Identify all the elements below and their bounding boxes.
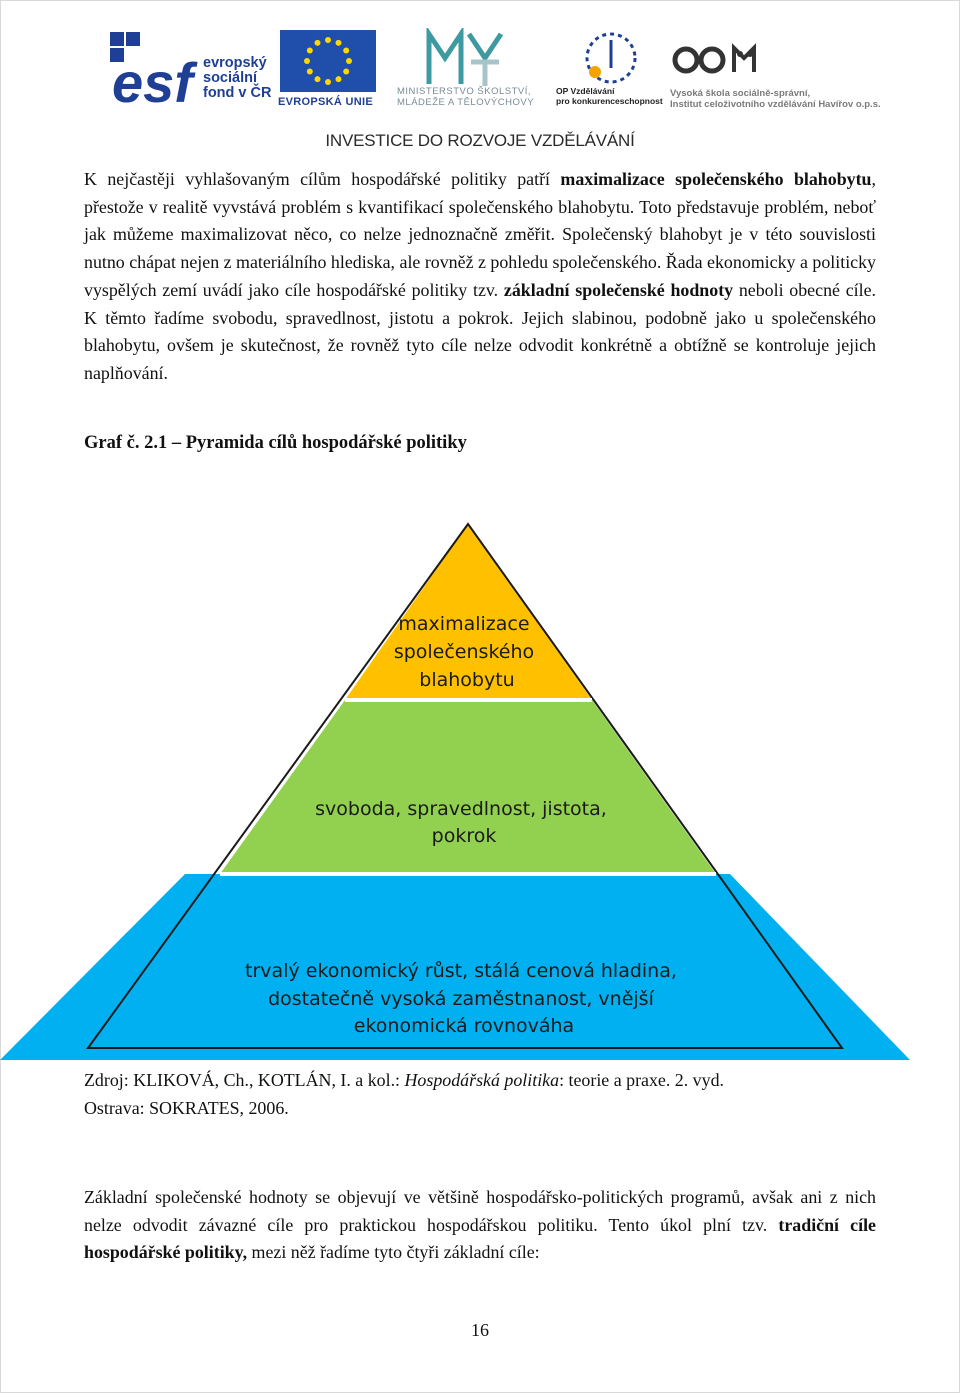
op-line-1: OP Vzdělávání bbox=[556, 86, 615, 96]
p2-bold-1: tradiční cíle hospodářské politiky, bbox=[84, 1214, 876, 1263]
source-line-2: Ostrava: SOKRATES, 2006. bbox=[84, 1098, 289, 1118]
source-suffix: : teorie a praxe. 2. vyd. bbox=[559, 1070, 724, 1090]
bottom-label-line-1: trvalý ekonomický růst, stálá cenová hladina, bbox=[245, 960, 677, 982]
vs-line-2: Institut celoživotního vzdělávání Havířov o.p.s. bbox=[670, 99, 881, 110]
p1-bold-1: maximalizace společenského blahobytu bbox=[560, 169, 872, 189]
top-label-line-3: blahobytu bbox=[419, 669, 515, 691]
op-vzdelavani-logo-icon bbox=[575, 28, 647, 88]
p1-text-1: K nejčastěji vyhlašovaným cílům hospodářské politiky patří bbox=[84, 169, 561, 189]
msmt-line-2: MLÁDEŽE A TĚLOVÝCHOVY bbox=[397, 97, 535, 108]
msmt-line-1: MINISTERSTVO ŠKOLSTVÍ, bbox=[397, 86, 531, 97]
eu-star-icon bbox=[325, 79, 331, 85]
op-line-2: pro konkurenceschopnost bbox=[556, 96, 663, 106]
esf-line-2: sociální bbox=[203, 70, 257, 86]
eu-star-icon bbox=[343, 48, 349, 54]
eu-star-icon bbox=[336, 76, 342, 82]
top-label-line-2: společenského bbox=[393, 641, 535, 663]
eu-star-icon bbox=[304, 58, 310, 64]
eu-star-icon bbox=[315, 76, 321, 82]
eu-star-icon bbox=[325, 37, 331, 43]
p1-text-2: , přestože v realitě vyvstává problém s kvantifikací společenského blahobytu. Toto představuje problém, neboť jak můžeme maximalizovat něco, co nelze jednoznačně změřit. Společenský blahobyt je v této souvislosti nutno chápat nejen z materiálního hlediska, ale rovněž z pohledu společenského. Řada ekonomicky a politicky vyspělých zemí uvádí jako cíle hospodářské politiky tzv. bbox=[84, 169, 876, 300]
eu-star-icon bbox=[343, 69, 349, 75]
vsss-logo-icon bbox=[672, 34, 770, 84]
eu-star-icon bbox=[307, 69, 313, 75]
bottom-label-line-3: ekonomická rovnováha bbox=[353, 1015, 575, 1037]
second-paragraph bbox=[84, 1184, 876, 1267]
goals-pyramid bbox=[0, 510, 960, 1060]
msmt-logo-text bbox=[397, 86, 557, 108]
esf-logo-icon bbox=[108, 30, 200, 106]
eu-star-icon bbox=[336, 40, 342, 46]
page-number: 16 bbox=[471, 1320, 489, 1340]
bottom-label-line-2: dostatečně vysoká zaměstnanost, vnější bbox=[268, 988, 654, 1010]
middle-label-line-1: svoboda, spravedlnost, jistota, bbox=[315, 798, 607, 820]
figure-caption: Graf č. 2.1 – Pyramida cílů hospodářské politiky bbox=[84, 433, 467, 453]
eu-star-icon bbox=[307, 48, 313, 54]
intro-paragraph bbox=[84, 166, 876, 388]
vsss-logo-text bbox=[670, 88, 910, 110]
eu-star-icon bbox=[346, 58, 352, 64]
esf-line-3: fond v ČR bbox=[203, 85, 272, 101]
p2-text-2: mezi něž řadíme tyto čtyři základní cíle: bbox=[247, 1242, 540, 1263]
p1-bold-2: základní společenské hodnoty bbox=[503, 279, 734, 300]
pyramid-level-middle bbox=[220, 700, 716, 874]
esf-line-1: evropský bbox=[203, 55, 267, 71]
p1-text-3: neboli obecné cíle. K těmto řadíme svobodu, spravedlnost, jistotu a pokrok. Jejich slabinou, podobně jako u společenského blahobytu, ovšem je skutečnost, že rovněž tyto cíle nelze odvodit konkrétně a obtížně se kontroluje jejich naplňování. bbox=[84, 279, 876, 383]
source-title: Hospodářská politika bbox=[404, 1070, 560, 1090]
esf-logo-text bbox=[203, 56, 283, 101]
msmt-logo-icon bbox=[425, 28, 505, 88]
eu-star-icon bbox=[315, 40, 321, 46]
vs-line-1: Vysoká škola sociálně-správní, bbox=[670, 88, 811, 99]
header-logos bbox=[0, 0, 960, 160]
figure-source bbox=[84, 1066, 876, 1122]
svg-text:esf: esf bbox=[112, 51, 193, 106]
middle-label-line-2: pokrok bbox=[431, 825, 497, 847]
top-label-line-1: maximalizace bbox=[398, 613, 530, 635]
op-logo-text bbox=[556, 86, 676, 106]
eu-flag-icon bbox=[280, 30, 376, 92]
eu-logo-text: EVROPSKÁ UNIE bbox=[278, 96, 373, 108]
header-slogan: INVESTICE DO ROZVOJE VZDĚLÁVÁNÍ bbox=[325, 131, 635, 150]
source-prefix: Zdroj: KLIKOVÁ, Ch., KOTLÁN, I. a kol.: bbox=[84, 1070, 405, 1090]
p2-text-1: Základní společenské hodnoty se objevují ve většině hospodářsko-politických programů, avšak ani z nich nelze odvodit závazné cíle pro praktickou hospodářskou politiku. Tento úkol plní tzv. bbox=[84, 1187, 876, 1235]
